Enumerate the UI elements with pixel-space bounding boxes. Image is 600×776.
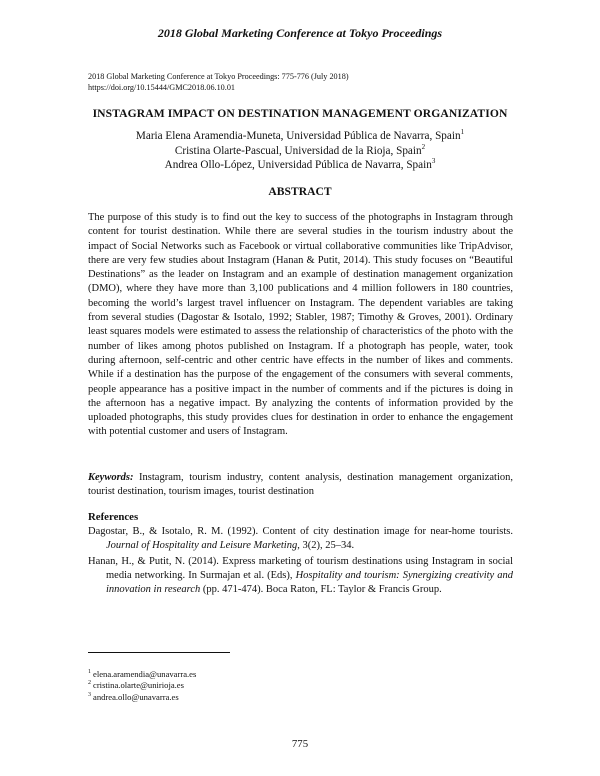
footnote-mark: 3 — [431, 157, 436, 165]
author-name: Maria Elena Aramendia-Muneta, Universidad Pública de Navarra, Spain — [135, 130, 461, 142]
reference-list — [88, 525, 513, 598]
author-line — [0, 158, 600, 173]
author-email: andrea.ollo@unavarra.es — [93, 691, 179, 702]
footnotes — [88, 669, 196, 703]
author-email: elena.aramendia@unavarra.es — [93, 669, 197, 679]
reference-item: Hanan, H., & Putit, N. (2014). Express marketing of tourism destinations using Instagram in social media networking. In Surmajan et al. (Eds), Hospitality and tourism: Synergizing creativity and innovation in research (pp. 471-474). Boca Raton, FL: Taylor & Francis Group. — [88, 555, 513, 596]
author-email: cristina.olarte@unirioja.es — [93, 680, 184, 691]
footnote — [88, 680, 196, 691]
doi-line: https://doi.org/10.15444/GMC2018.06.10.01 — [88, 83, 236, 92]
author-line — [0, 144, 600, 159]
footnote — [88, 692, 196, 703]
footnote-mark: 3 — [88, 691, 91, 698]
author-name: Cristina Olarte-Pascual, Universidad de la Rioja, Spain — [174, 144, 422, 157]
footnote-mark: 2 — [88, 680, 91, 687]
footnote-mark: 1 — [460, 128, 465, 136]
footnote-mark: 2 — [421, 142, 426, 151]
reference-item: Dagostar, B., & Isotalo, R. M. (1992). Content of city destination image for near-home tourists. Journal of Hospitality and Leisure Marketing, 3(2), 25–34. — [88, 526, 513, 552]
author-list — [0, 129, 600, 173]
paper-title: INSTAGRAM IMPACT ON DESTINATION MANAGEMENT ORGANIZATION — [92, 107, 508, 120]
references-heading: References — [88, 511, 139, 523]
keywords — [88, 471, 513, 500]
footnote — [88, 669, 196, 680]
keywords-text: Instagram, tourism industry, content analysis, destination management organization, tourist destination, tourism images, tourist destination — [88, 472, 513, 498]
citation-line: 2018 Global Marketing Conference at Tokyo Proceedings: 775-776 (July 2018) — [88, 72, 349, 81]
journal-title: Journal of Hospitality and Leisure Marketing — [106, 540, 298, 552]
abstract-heading: ABSTRACT — [268, 185, 332, 198]
author-line — [0, 129, 600, 144]
book-title: Hospitality and tourism: Synergizing creativity and innovation in research — [106, 569, 513, 596]
abstract-body: The purpose of this study is to find out the key to success of the photographs in Instagram through content for tourist destination. While there are several studies in the tourism industry about the impact of Social Networks such as Facebook or virtual collaborative communities like TripAdvisor, there are very few studies about Instagram (Hanan & Putit, 2014). This study focuses on “Beautiful Destinations” as the leader on Instagram and an example of destination management organization (DMO), where they have more than 3,100 publications and 4 million followers in 180 countries, becoming the world’s largest travel influencer on Instagram. The dependent variables are taking from several studies (Dagostar & Isotalo, 1992; Stabler, 1987; Timothy & Groves, 2001). Ordinary least squares models were estimated to assess the relationship of characteristics of the photo with the number of likes among photos published on Instagram. If a photograph has people, water, took during afternoon, self-centric and other centric have effects in the number of likes and comments. While if a destination has the purpose of the engagement of the consumers with several comments, people appearance has a positive impact in the number of comments and if the pictures is doing in the afternoon has a negative impact. By analyzing the contents of information provided by the uploaded photographs, this study provides clues for destination in order to enhance the engagement with potential customer and users of Instagram. — [88, 212, 513, 438]
citation-block — [88, 71, 528, 93]
page-number: 775 — [291, 738, 309, 750]
footnote-divider — [88, 652, 230, 653]
author-name: Andrea Ollo-López, Universidad Pública de Navarra, Spain — [164, 159, 432, 171]
footnote-mark: 1 — [88, 669, 91, 675]
keywords-label: Keywords: — [88, 472, 134, 483]
running-head: 2018 Global Marketing Conference at Tokyo Proceedings — [157, 26, 443, 40]
